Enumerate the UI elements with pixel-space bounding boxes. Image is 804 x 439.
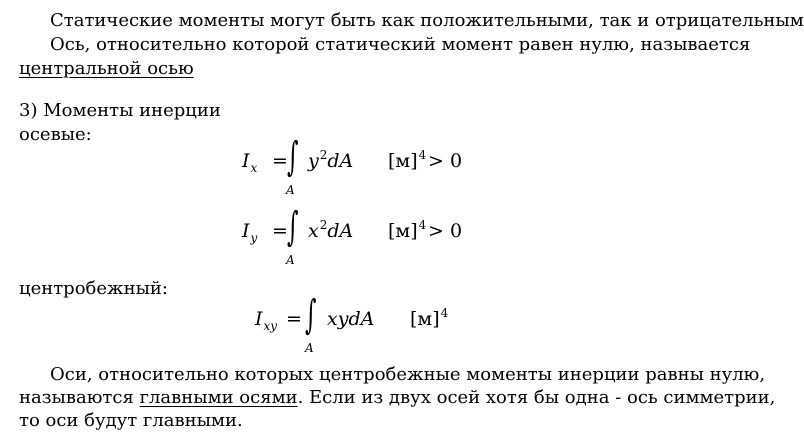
ix-integrand	[308, 149, 353, 175]
ix-units	[388, 149, 426, 175]
iy-units-power: 4	[418, 218, 427, 232]
principal-axes-suffix: . Если из двух осей хотя бы одна - ось симметрии,	[297, 387, 776, 408]
ixy-equals: =	[286, 308, 302, 330]
iy-integrand-power: 2	[319, 218, 328, 232]
principal-axes-sentence: Оси, относительно которых центробежные моменты инерции равны нулю,	[50, 364, 766, 385]
iy-symbol: I	[242, 220, 250, 242]
axial-label: осевые:	[19, 124, 92, 145]
section-heading: 3) Моменты инерции	[19, 100, 221, 121]
iy-units-text: [м]	[388, 220, 418, 242]
iy-limit: A	[286, 253, 295, 267]
principal-axes-conclusion: то оси будут главными.	[19, 410, 243, 431]
static-moments-sentence: Статические моменты могут быть как положительными, так и отрицательным	[50, 10, 804, 31]
iy-subscript: y	[250, 231, 258, 245]
ixy-symbol: I	[255, 308, 263, 330]
iy-differential: dA	[327, 220, 354, 242]
ixy-integral-sign: ∫	[305, 292, 317, 338]
ix-symbol: I	[242, 150, 250, 172]
ix-limit: A	[286, 183, 295, 197]
ix-equals: =	[272, 150, 288, 172]
principal-axes-term: главными осями	[139, 387, 298, 408]
iy-condition: > 0	[428, 220, 463, 242]
iy-equals: =	[272, 220, 288, 242]
ix-integrand-var: y	[308, 150, 319, 172]
ixy-units-power: 4	[440, 306, 449, 320]
iy-integrand-var: x	[308, 220, 319, 242]
principal-axes-prefix: называются	[19, 387, 140, 408]
ix-condition: > 0	[428, 150, 463, 172]
ixy-lhs	[255, 307, 277, 333]
ix-units-text: [м]	[388, 150, 418, 172]
iy-units	[388, 219, 426, 245]
iy-lhs	[242, 219, 257, 245]
ixy-integrand: xydA	[327, 308, 375, 330]
ix-differential: dA	[327, 150, 354, 172]
ixy-units-text: [м]	[410, 308, 440, 330]
principal-axes-definition	[19, 387, 775, 409]
centrifugal-label: центробежный:	[19, 278, 168, 299]
iy-integrand	[308, 219, 353, 245]
ix-integrand-power: 2	[319, 148, 328, 162]
central-axis-line	[19, 58, 194, 80]
axis-definition-sentence: Ось, относительно которой статический момент равен нулю, называется	[50, 34, 751, 55]
ix-subscript: x	[250, 161, 258, 175]
iy-integral-sign: ∫	[287, 204, 299, 250]
ix-integral-sign: ∫	[287, 134, 299, 180]
ix-units-power: 4	[418, 148, 427, 162]
ixy-subscript: xy	[263, 319, 278, 333]
ixy-limit: A	[305, 341, 314, 355]
central-axis-term: центральной осью	[19, 58, 194, 79]
ixy-units	[410, 307, 448, 333]
ix-lhs	[242, 149, 257, 175]
